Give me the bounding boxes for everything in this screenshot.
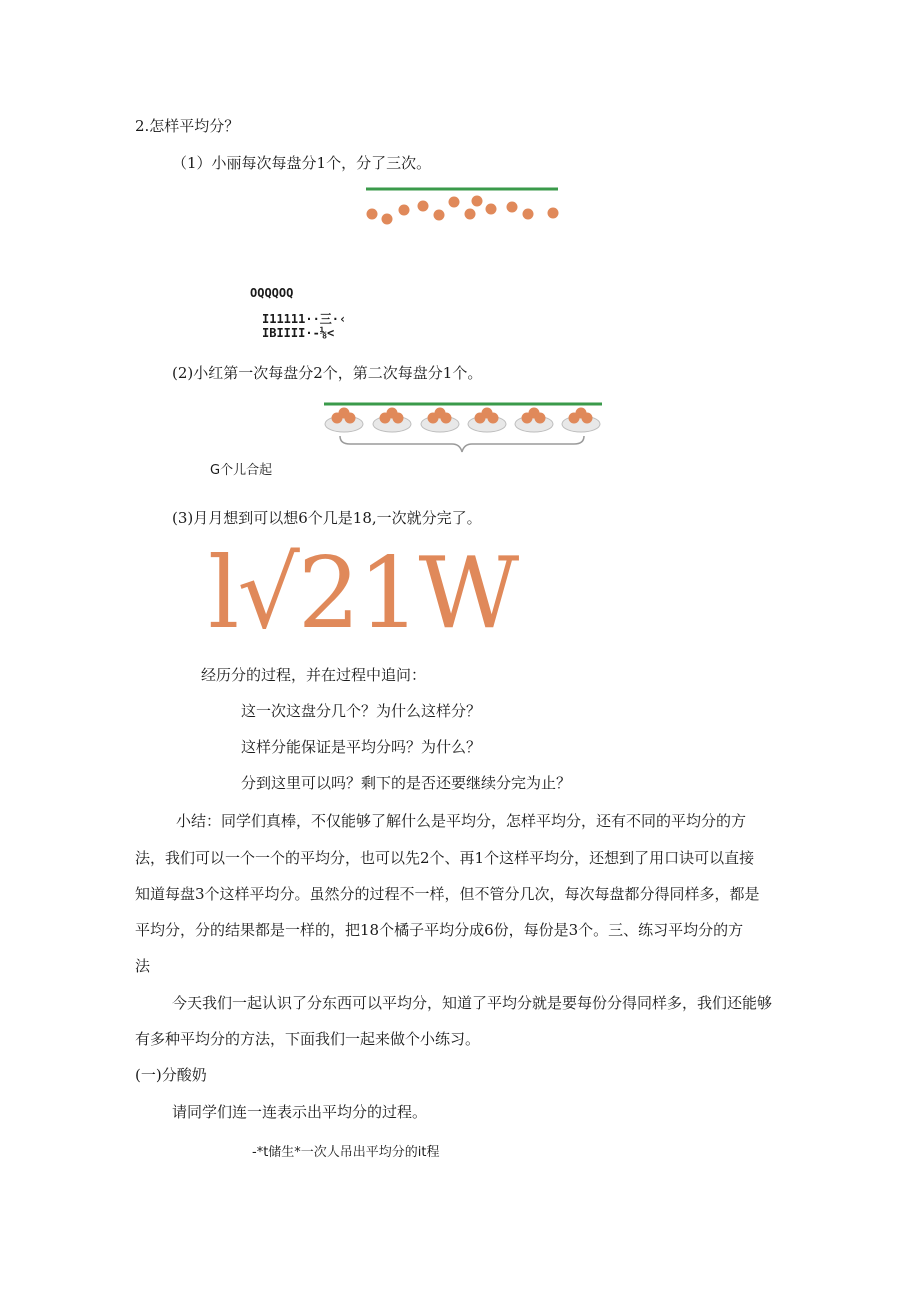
brace	[340, 436, 584, 452]
step1-text: （1）小丽每次每盘分1个，分了三次。	[172, 154, 432, 172]
plate-group	[421, 408, 459, 433]
summary-line: 平均分，分的结果都是一样的，把18个橘子平均分成6份，每份是3个。三、练习平均分的方	[135, 921, 744, 939]
orange-dot	[367, 209, 378, 220]
plate-group	[562, 408, 600, 433]
oranges-row-illustration	[360, 186, 565, 230]
today-line: 有多种平均分的方法，下面我们一起来做个小练习。	[135, 1030, 481, 1048]
orange-dot	[382, 214, 393, 225]
orange-dot	[486, 204, 497, 215]
big-orange-text: l√21W	[208, 537, 518, 651]
step2-caption: G个儿合起	[210, 463, 273, 478]
orange-dot	[523, 209, 534, 220]
orange-dot	[387, 408, 398, 419]
summary-line: 小结：同学们真棒，不仅能够了解什么是平均分，怎样平均分，还有不同的平均分的方	[176, 812, 747, 830]
summary-line: 法	[135, 957, 151, 975]
orange-dot	[465, 209, 476, 220]
orange-dot	[449, 197, 460, 208]
summary-line: 法，我们可以一个一个的平均分，也可以先2个、再1个这样平均分，还想到了用口诀可以直接	[135, 849, 755, 867]
plate-group	[325, 408, 363, 433]
process-question: 这一次这盘分几个？为什么这样分？	[241, 702, 482, 720]
orange-dot	[399, 205, 410, 216]
plate-group	[373, 408, 411, 433]
orange-dot	[482, 408, 493, 419]
orange-dot	[339, 408, 350, 419]
orange-dot	[435, 408, 446, 419]
plates-illustration	[320, 400, 605, 458]
summary-line: 知道每盘3个这样平均分。虽然分的过程不一样，但不管分几次，每次每盘都分得同样多，都是	[135, 885, 760, 903]
ocr-line-2: I11111··三·‹	[262, 312, 347, 326]
orange-dot	[548, 208, 559, 219]
orange-dot	[576, 408, 587, 419]
orange-dot	[418, 201, 429, 212]
process-question: 分到这里可以吗？剩下的是否还要继续分完为止？	[241, 774, 572, 792]
orange-dot	[472, 196, 483, 207]
process-question: 这样分能保证是平均分吗？为什么？	[241, 738, 482, 756]
step2-text: (2)小红第一次每盘分2个，第二次每盘分1个。	[172, 364, 483, 382]
ocr-line-3: IBIIII·-⅛<	[262, 326, 335, 340]
plate-group	[468, 408, 506, 433]
orange-dot	[434, 210, 445, 221]
process-intro: 经历分的过程，并在过程中追问：	[201, 666, 427, 684]
orange-dot	[529, 408, 540, 419]
ocr-caption: -*t储生*一次人吊出平均分的it程	[252, 1145, 440, 1160]
orange-dot	[507, 202, 518, 213]
section1-title: (一)分酸奶	[135, 1066, 207, 1084]
ocr-line-1: OQQQOQ	[250, 286, 294, 300]
section1-instruction: 请同学们连一连表示出平均分的过程。	[172, 1103, 428, 1121]
section-heading: 2.怎样平均分？	[135, 117, 240, 135]
today-line: 今天我们一起认识了分东西可以平均分，知道了平均分就是要每份分得同样多，我们还能够	[172, 994, 773, 1012]
plate-group	[515, 408, 553, 433]
step3-text: (3)月月想到可以想6个几是18,一次就分完了。	[172, 509, 482, 527]
